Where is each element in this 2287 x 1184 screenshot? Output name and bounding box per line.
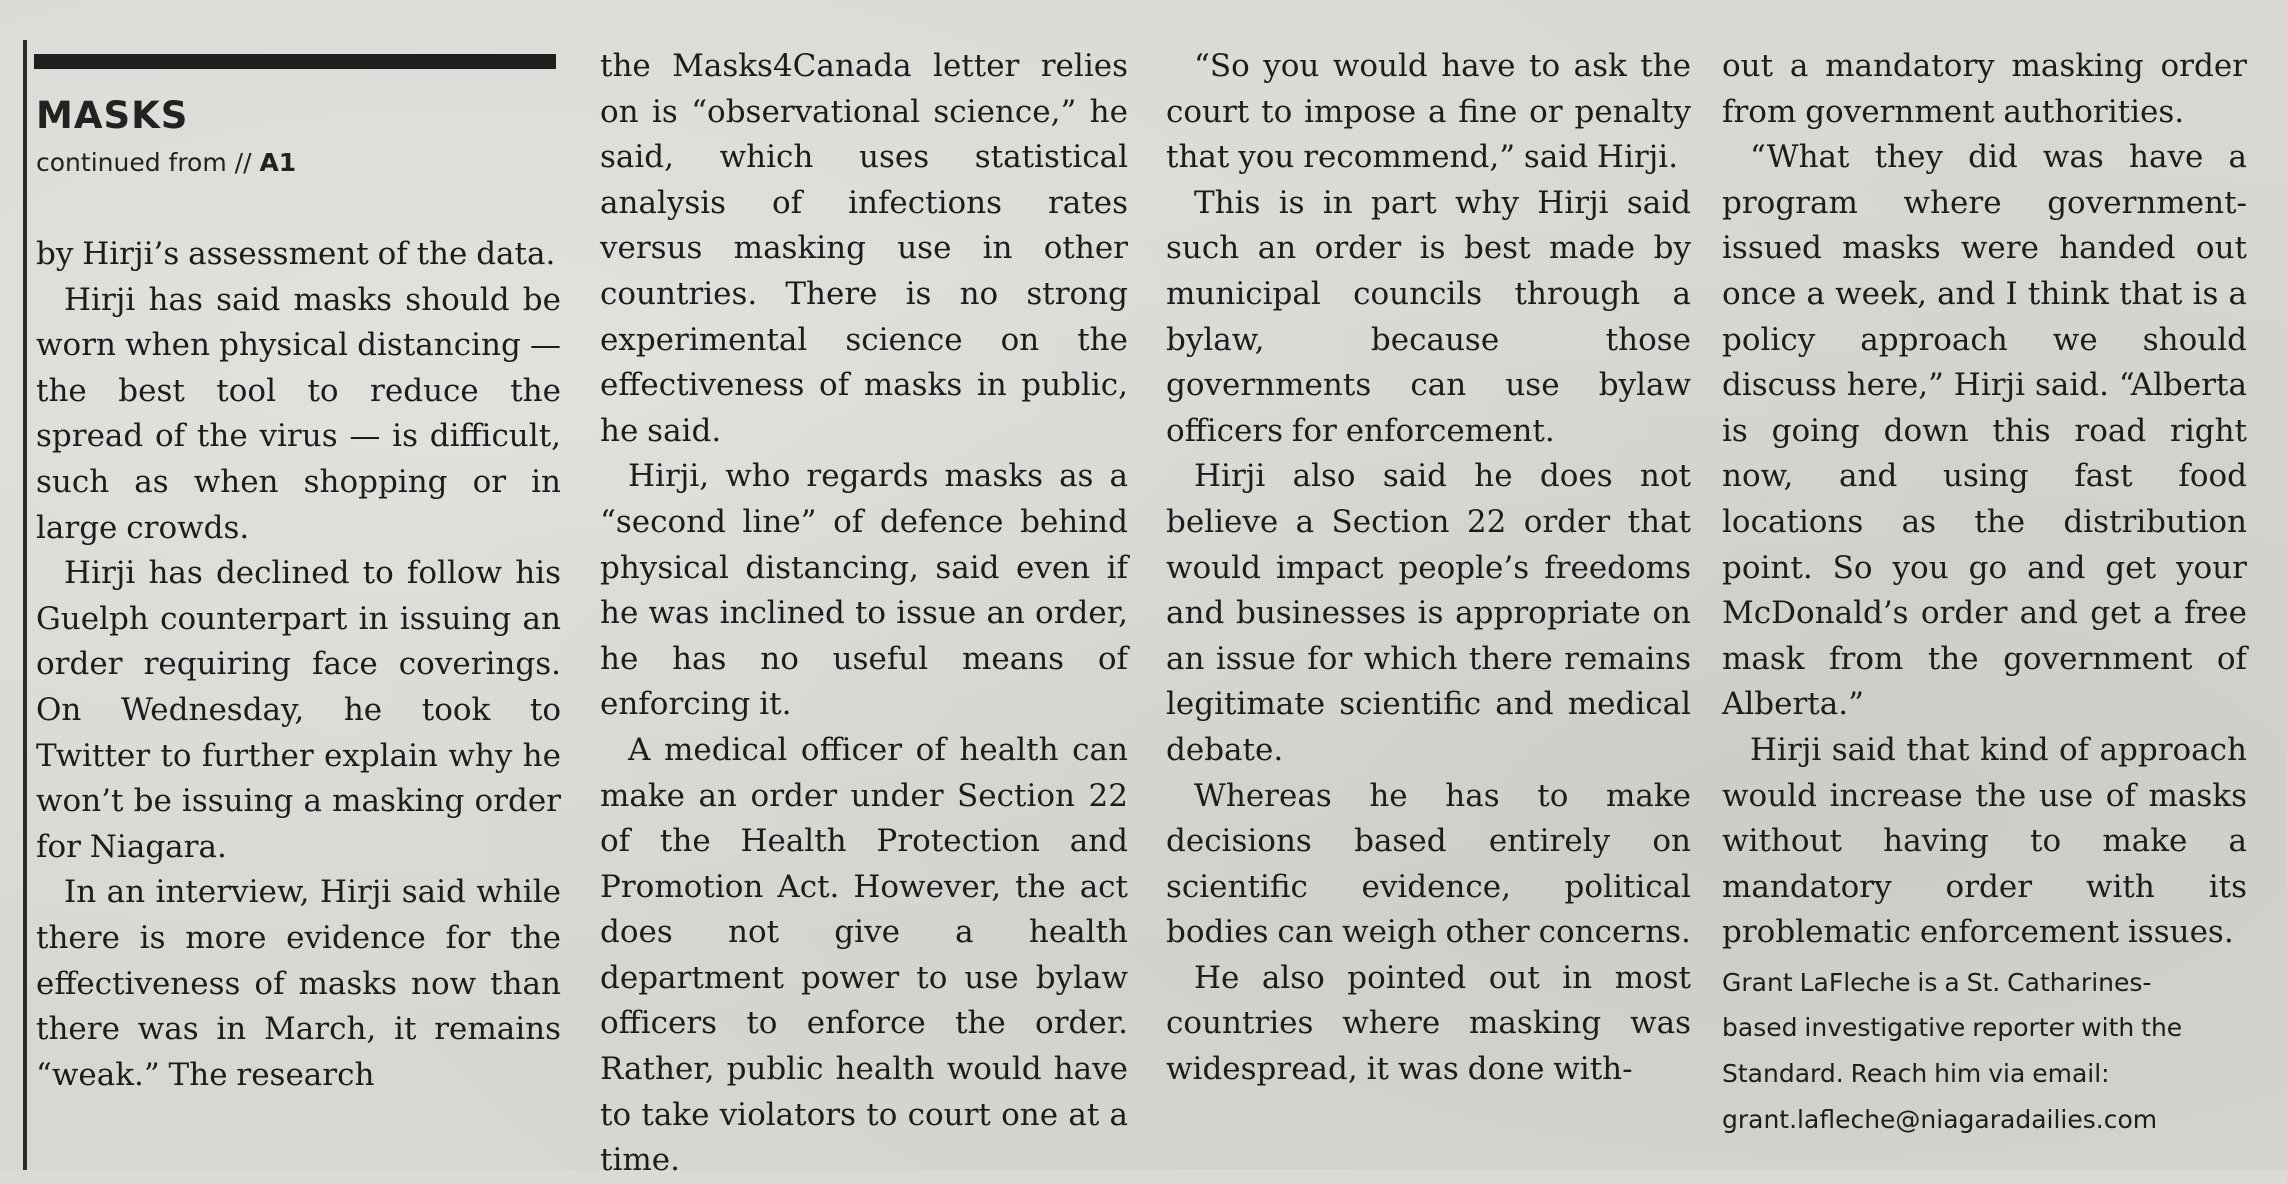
paragraph: Hirji has declined to follow his Guelph counterpart in issuing an order requiring face coverings. On Wednesday, he took to Twitter to further explain why he won’t be issuing a masking order for Niagara. xyxy=(36,555,561,865)
continued-from-line xyxy=(36,148,296,177)
paragraph: Whereas he has to make decisions based entirely on scientific evidence, political bodies can weigh other concerns. xyxy=(1166,777,1691,951)
paragraph: Hirji also said he does not believe a Section 22 order that would impact people’s freedoms and businesses is appropriate on an issue for which there remains legitimate scientific and medical debate. xyxy=(1166,458,1691,768)
paragraph: Hirji said that kind of approach would increase the use of masks without having to make a mandatory order with its problematic enforcement issues. xyxy=(1722,731,2247,951)
continued-prefix: continued from // xyxy=(36,148,252,177)
text-column-1 xyxy=(36,232,561,1098)
article-kicker: MASKS xyxy=(36,94,189,137)
author-bio-line: based investigative reporter with the xyxy=(1722,1013,2183,1043)
paragraph: by Hirji’s assessment of the data. xyxy=(36,236,556,272)
author-bio xyxy=(1722,960,2247,1142)
text-column-2 xyxy=(600,44,1128,1184)
paragraph: “So you would have to ask the court to impose a fine or penalty that you recommend,” said Hirji. xyxy=(1166,48,1691,176)
paragraph: out a mandatory masking order from government authorities. xyxy=(1722,48,2247,130)
paragraph: the Masks4Canada letter relies on is “observational science,” he said, which uses statistical analysis of infections rates versus masking use in other countries. There is no strong experimental science on the effectiveness of masks in public, he said. xyxy=(600,48,1128,449)
paragraph: Hirji has said masks should be worn when physical distancing — the best tool to reduce the spread of the virus — is difficult, such as when shopping or in large crowds. xyxy=(36,281,561,546)
paragraph: He also pointed out in most countries where masking was widespread, it was done with- xyxy=(1166,959,1691,1088)
paragraph: Hirji, who regards masks as a “second line” of defence behind physical distancing, said even if he was inclined to issue an order, he has no useful means of enforcing it. xyxy=(600,458,1128,723)
paragraph: A medical officer of health can make an order under Section 22 of the Health Protection and Promotion Act. However, the act does not give a health department power to use bylaw officers to enforce the order. Rather, public health would have to take violators to court one at a time. xyxy=(600,731,1128,1179)
column-rule xyxy=(23,40,27,1170)
author-bio-line: Grant LaFleche is a St. Catharines- xyxy=(1722,967,2152,997)
author-bio-line: Standard. Reach him via email: xyxy=(1722,1059,2110,1089)
paragraph: In an interview, Hirji said while there is more evidence for the effectiveness of masks now than there was in March, it remains “weak.” The research xyxy=(36,874,561,1093)
paragraph: This is in part why Hirji said such an order is best made by municipal councils through a bylaw, because those governments can use bylaw officers for enforcement. xyxy=(1166,184,1691,449)
text-column-3 xyxy=(1166,44,1691,1093)
continued-page-ref: A1 xyxy=(259,148,297,177)
text-column-4 xyxy=(1722,44,2247,1142)
author-email: grant.lafleche@niagaradailies.com xyxy=(1722,1104,2158,1134)
section-bar xyxy=(34,54,556,69)
paragraph: “What they did was have a program where government-issued masks were handed out once a week, and I think that is a policy approach we should discuss here,” Hirji said. “Alberta is going down this road right now, and using fast food locations as the distribution point. So you go and get your McDonald’s order and get a free mask from the government of Alberta.” xyxy=(1722,139,2247,723)
